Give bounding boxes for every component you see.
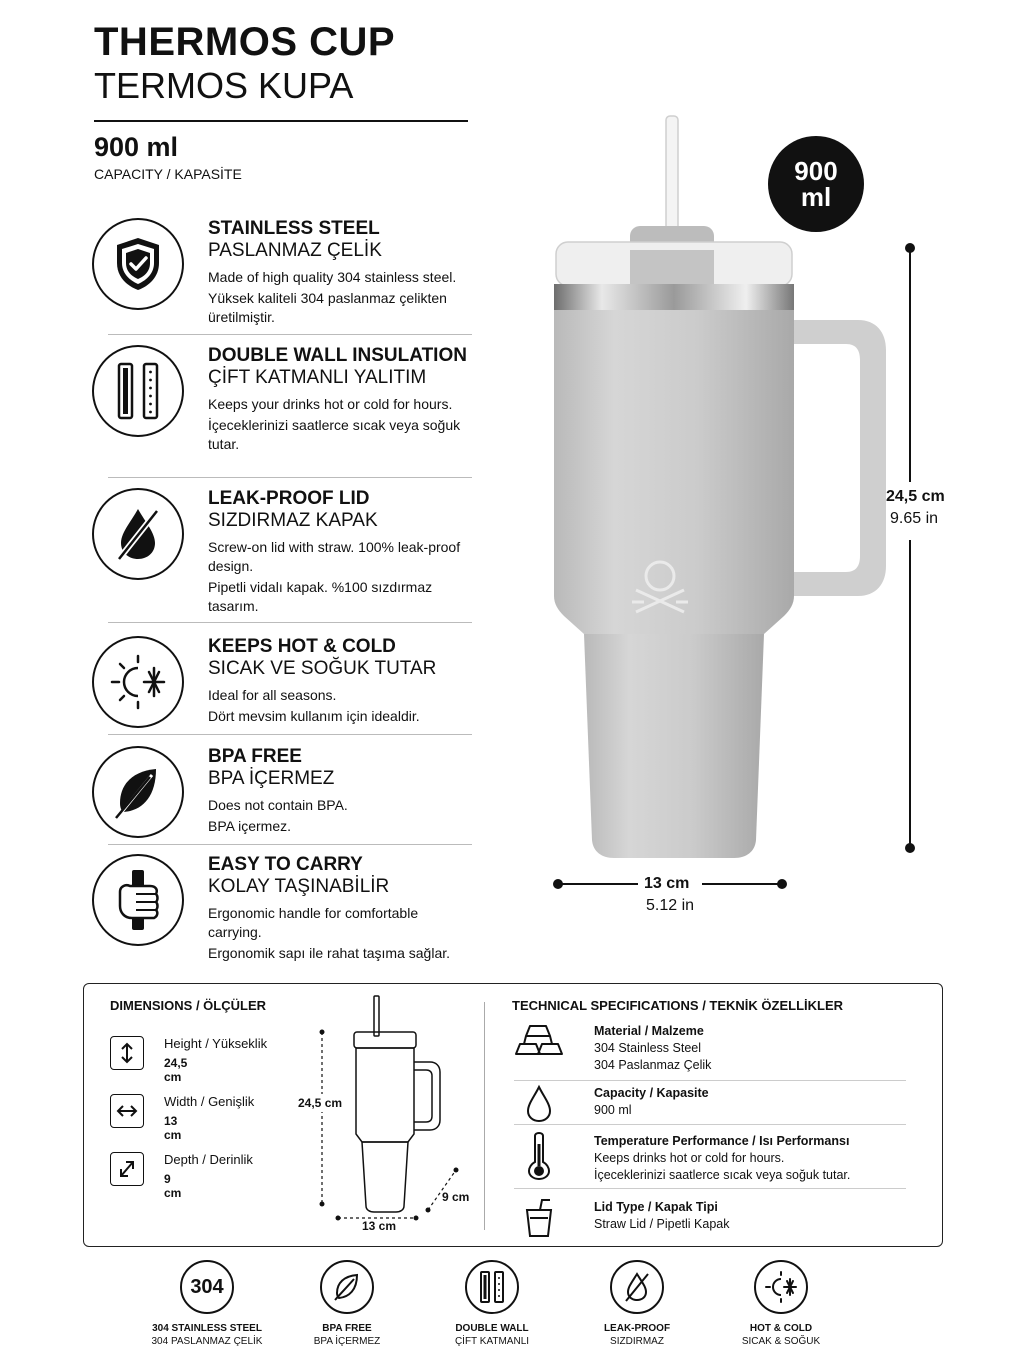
feature-desc: Ergonomic handle for comfortable carrying.: [208, 905, 419, 940]
capacity-badge-unit: ml: [800, 182, 832, 212]
capacity-badge-value: 900: [794, 156, 838, 186]
cup-straw-icon: [514, 1198, 564, 1246]
feature-title-tr: ÇİFT KATMANLI YALITIM: [208, 367, 427, 388]
feature-title: DOUBLE WALL INSULATION: [208, 345, 467, 366]
width-cm-label: 13 cm: [644, 875, 690, 892]
spec-value: Keeps drinks hot or cold for hours.: [594, 1151, 785, 1165]
feature-divider: [108, 734, 472, 735]
sketch-width-label: 13 cm: [362, 1219, 397, 1233]
badge-label-tr: 304 PASLANMAZ ÇELİK: [151, 1336, 263, 1347]
feature-title: EASY TO CARRY: [208, 854, 363, 875]
badge-stainless-steel: [142, 1260, 272, 1348]
shield-check-icon: [92, 218, 184, 310]
badge-label: LEAK-PROOF: [603, 1323, 671, 1334]
feature-divider: [108, 844, 472, 845]
capacity-label: CAPACITY / KAPASİTE: [94, 166, 242, 182]
steel-304-icon: 304: [180, 1260, 234, 1314]
badge-hot-cold: [716, 1260, 846, 1348]
spec-title: Material / Malzeme: [594, 1024, 704, 1038]
dimension-value: 9 cm: [164, 1172, 182, 1200]
dimension-label: Height / Yükseklik: [164, 1036, 268, 1051]
badge-double-wall: [427, 1260, 557, 1348]
feature-title: KEEPS HOT & COLD: [208, 636, 396, 657]
feature-desc-tr: Dört mevsim kullanım için idealdir.: [208, 708, 420, 724]
badge-label-tr: SICAK & SOĞUK: [741, 1336, 821, 1347]
feature-desc-tr: İçeceklerinizi saatlerce sıcak veya soğuk tutar.: [208, 417, 461, 452]
feature-desc: Does not contain BPA.: [208, 797, 348, 813]
sun-snowflake-icon: [92, 636, 184, 728]
feature-title: BPA FREE: [208, 746, 302, 767]
spec-title: Temperature Performance / Isı Performansı: [594, 1134, 850, 1148]
dimension-value: 13 cm: [164, 1114, 182, 1142]
feature-desc-tr: Yüksek kaliteli 304 paslanmaz çelikten üretilmiştir.: [208, 290, 447, 325]
spec-value: İçeceklerinizi saatlerce sıcak veya soğuk tutar.: [594, 1168, 851, 1182]
spec-divider: [514, 1080, 906, 1081]
double-wall-icon: [465, 1260, 519, 1314]
no-drop-icon: [610, 1260, 664, 1314]
feature-divider: [108, 622, 472, 623]
badge-label-tr: SIZDIRMAZ: [610, 1336, 664, 1347]
feature-desc: Keeps your drinks hot or cold for hours.: [208, 396, 453, 412]
badge-label: 304 STAINLESS STEEL: [152, 1323, 262, 1334]
depth-arrow-icon: [110, 1152, 144, 1186]
feature-desc-tr: Pipetli vidalı kapak. %100 sızdırmaz tasarım.: [208, 579, 433, 614]
spec-value: 304 Stainless Steel: [594, 1041, 702, 1055]
spec-value: Straw Lid / Pipetli Kapak: [594, 1217, 730, 1231]
double-wall-icon: [92, 345, 184, 437]
badge-label: DOUBLE WALL: [455, 1323, 529, 1334]
feature-desc: Made of high quality 304 stainless steel.: [208, 269, 457, 285]
header-divider: [94, 120, 468, 122]
spec-panel: [83, 983, 943, 1247]
spec-value: 900 ml: [594, 1103, 632, 1117]
feature-title-tr: SICAK VE SOĞUK TUTAR: [208, 658, 437, 679]
height-cm-label: 24,5 cm: [886, 488, 945, 505]
badge-label: HOT & COLD: [749, 1323, 813, 1334]
height-in-label: 9.65 in: [890, 510, 939, 527]
dimensions-title: DIMENSIONS / ÖLÇÜLER: [110, 998, 267, 1013]
spec-title: Capacity / Kapasite: [594, 1086, 709, 1100]
feature-title-tr: SIZDIRMAZ KAPAK: [208, 510, 378, 531]
spec-panel-divider: [484, 1002, 485, 1230]
leaf-icon: [92, 746, 184, 838]
spec-divider: [514, 1124, 906, 1125]
feature-title-tr: PASLANMAZ ÇELİK: [208, 240, 382, 261]
feature-desc-tr: Ergonomik sapı ile rahat taşıma sağlar.: [208, 945, 451, 961]
spec-title: Lid Type / Kapak Tipi: [594, 1200, 718, 1214]
capacity-value: 900 ml: [94, 132, 179, 162]
badge-leak-proof: [572, 1260, 702, 1348]
width-arrow-icon: [110, 1094, 144, 1128]
width-in-label: 5.12 in: [646, 897, 695, 914]
height-arrow-icon: [110, 1036, 144, 1070]
sun-snowflake-icon: [754, 1260, 808, 1314]
badge-label: BPA FREE: [322, 1323, 372, 1334]
badge-label-tr: BPA İÇERMEZ: [313, 1336, 381, 1347]
page-title: THERMOS CUP: [94, 20, 396, 64]
leaf-icon: [320, 1260, 374, 1314]
feature-desc-tr: BPA içermez.: [208, 818, 291, 834]
dimension-value: 24,5 cm: [164, 1056, 188, 1084]
spec-divider: [514, 1188, 906, 1189]
feature-title-tr: KOLAY TAŞINABİLİR: [208, 876, 390, 897]
feature-title: STAINLESS STEEL: [208, 218, 380, 239]
feature-desc: Ideal for all seasons.: [208, 687, 337, 703]
sketch-depth-label: 9 cm: [442, 1190, 470, 1204]
no-drop-icon: [92, 488, 184, 580]
page-subtitle: TERMOS KUPA: [94, 65, 354, 106]
metal-bars-icon: [514, 1022, 564, 1070]
feature-desc: Screw-on lid with straw. 100% leak-proof design.: [208, 539, 461, 574]
spec-value: 304 Paslanmaz Çelik: [594, 1058, 712, 1072]
dimension-label: Depth / Derinlik: [164, 1152, 253, 1167]
badge-bpa-free: [282, 1260, 412, 1348]
hand-grip-icon: [92, 854, 184, 946]
feature-title-tr: BPA İÇERMEZ: [208, 768, 335, 789]
thermometer-icon: [514, 1132, 564, 1180]
dimension-label: Width / Genişlik: [164, 1094, 255, 1109]
feature-divider: [108, 477, 472, 478]
tech-specs-title: TECHNICAL SPECIFICATIONS / TEKNİK ÖZELLİKLER: [512, 998, 844, 1013]
feature-divider: [108, 334, 472, 335]
sketch-height-label: 24,5 cm: [298, 1096, 343, 1110]
badge-label-tr: ÇİFT KATMANLI: [454, 1336, 530, 1347]
feature-title: LEAK-PROOF LID: [208, 488, 370, 509]
